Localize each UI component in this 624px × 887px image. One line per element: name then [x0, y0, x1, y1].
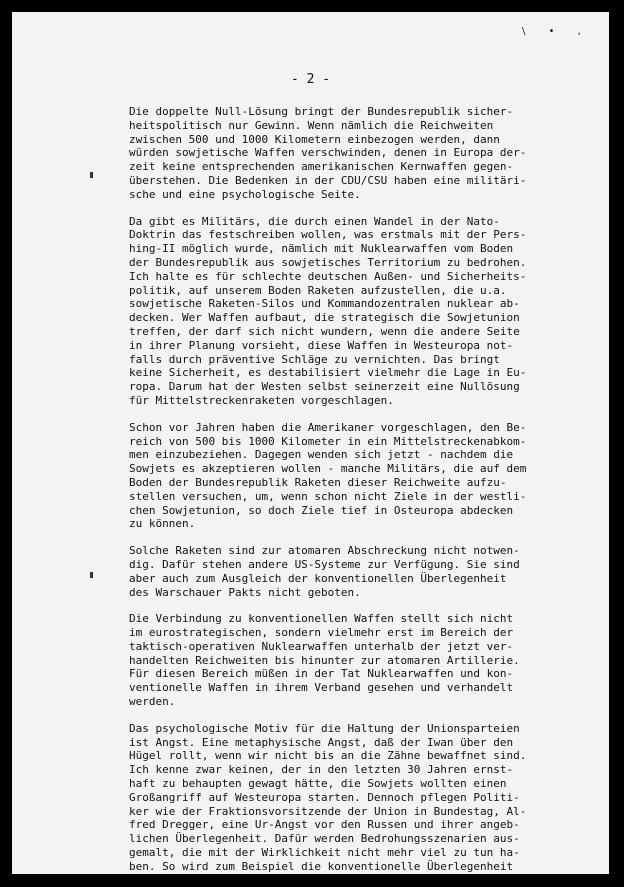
text-line: gemalt, die mit der Wirklichkeit nicht mehr viel zu tun ha- [129, 846, 520, 860]
page-number: - 2 - [290, 72, 331, 87]
text-line: Schon vor Jahren haben die Amerikaner vorgeschlagen, den Be- [129, 420, 527, 434]
text-line: Sowjets es akzeptieren wollen - manche Militärs, die auf dem [129, 462, 527, 476]
text-line: werden. [129, 695, 176, 709]
text-line: würden sowjetische Waffen verschwinden, denen in Europa der- [129, 146, 527, 160]
text-line: stellen versuchen, um, wenn schon nicht Ziele in der westli- [129, 489, 527, 503]
text-line: zwischen 500 und 1000 Kilometern einbezogen werden, dann [129, 132, 500, 146]
text-line: Doktrin das festschreiben wollen, was erstmals mit der Pers- [129, 228, 527, 242]
text-line: Das psychologische Motiv für die Haltung der Unionsparteien [129, 721, 520, 735]
paragraph [129, 421, 564, 531]
text-line: sche und eine psychologische Seite. [129, 187, 361, 201]
text-line: Solche Raketen sind zur atomaren Abschreckung nicht notwen- [129, 544, 520, 558]
text-line: ropa. Darum hat der Westen selbst seinerzeit eine Nullösung [129, 380, 520, 394]
text-line: reich von 500 bis 1000 Kilometer in ein Mittelstreckenabkom- [129, 434, 527, 448]
text-line: Für diesen Bereich müßen in der Tat Nuklearwaffen und kon- [129, 667, 514, 681]
text-line: ist Angst. Eine metaphysische Angst, daß der Iwan über den [129, 735, 514, 749]
text-line: im eurostrategischen, sondern vielmehr erst im Bereich der [129, 626, 514, 640]
text-line: keine Sicherheit, es destabilisiert vielmehr die Lage in Eu- [129, 366, 527, 380]
document-page [12, 12, 609, 874]
margin-mark [90, 572, 93, 578]
text-line: heitspolitisch nur Gewinn. Wenn nämlich die Reichweiten [129, 118, 494, 132]
paragraph [129, 612, 564, 709]
text-line: für Mittelstreckenraketen vorgeschlagen. [129, 393, 394, 407]
text-line: falls durch präventive Schläge zu vernichten. Das bringt [129, 352, 500, 366]
text-line: fred Dregger, eine Ur-Angst vor den Russen und ihrer angeb- [129, 818, 520, 832]
text-line: ker wie der Fraktionsvorsitzende der Union in Bundestag, Al- [129, 804, 527, 818]
corner-marks: \ • , [522, 26, 591, 37]
text-line: des Warschauer Pakts nicht geboten. [129, 585, 361, 599]
text-line: in ihrer Planung vorsieht, diese Waffen in Westeuropa not- [129, 338, 514, 352]
paragraph [129, 722, 564, 874]
text-line: sowjetische Raketen-Silos und Kommandozentralen nuklear ab- [129, 297, 520, 311]
text-line: Großangriff auf Westeuropa starten. Dennoch pflegen Politi- [129, 790, 520, 804]
text-line: hing-II möglich wurde, nämlich mit Nuklearwaffen vom Boden [129, 242, 514, 256]
text-line: Da gibt es Militärs, die durch einen Wandel in der Nato- [129, 214, 500, 228]
text-line: Boden der Bundesrepublik Raketen dieser Reichweite aufzu- [129, 475, 507, 489]
text-line: haft zu behaupten gewagt hätte, die Sowjets wollten einen [129, 777, 507, 791]
document-body [129, 105, 564, 874]
text-line: chen Sowjetunion, so doch Ziele tief in Osteuropa abdecken [129, 503, 514, 517]
margin-mark [90, 172, 93, 178]
text-line: politik, auf unserem Boden Raketen aufzustellen, die u.a. [129, 283, 507, 297]
text-line: handelten Reichweiten bis hinunter zur atomaren Artillerie. [129, 653, 520, 667]
text-line: treffen, der darf sich nicht wundern, wenn die andere Seite [129, 324, 520, 338]
text-line: Die Verbindung zu konventionellen Waffen stellt sich nicht [129, 612, 514, 626]
text-line: decken. Wer Waffen aufbaut, die strategisch die Sowjetunion [129, 311, 520, 325]
text-line: Die doppelte Null-Lösung bringt der Bundesrepublik sicher- [129, 105, 514, 118]
text-line: ventionelle Waffen in ihrem Verband gesehen und verhandelt [129, 681, 514, 695]
text-line: ben. So wird zum Beispiel die konventionelle Überlegenheit [129, 859, 514, 873]
text-line: aber auch zum Ausgleich der konventionellen Überlegenheit [129, 571, 507, 585]
text-line: taktisch-operativen Nuklearwaffen unterhalb der jetzt ver- [129, 639, 514, 653]
text-line: Hügel rollt, wenn wir nicht bis an die Zähne bewaffnet sind. [129, 749, 527, 763]
text-line: der Bundesrepublik aus sowjetisches Territorium zu bedrohen. [129, 255, 527, 269]
text-line: zu können. [129, 517, 196, 531]
text-line: dig. Dafür stehen andere US-Systeme zur Verfügung. Sie sind [129, 557, 520, 571]
text-line: lichen Überlegenheit. Dafür werden Bedrohungsszenarien aus- [129, 832, 520, 846]
text-line: Ich kenne zwar keinen, der in den letzten 30 Jahren ernst- [129, 763, 514, 777]
paragraph [129, 215, 564, 408]
text-line: men einzubeziehen. Dagegen wenden sich jetzt - nachdem die [129, 448, 514, 462]
text-line: Ich halte es für schlechte deutschen Außen- und Sicherheits- [129, 269, 527, 283]
paragraph [129, 544, 564, 599]
paragraph [129, 105, 564, 202]
text-line: zeit keine entsprechenden amerikanischen Kernwaffen gegen- [129, 160, 514, 174]
text-line: überstehen. Die Bedenken in der CDU/CSU haben eine militäri- [129, 173, 527, 187]
